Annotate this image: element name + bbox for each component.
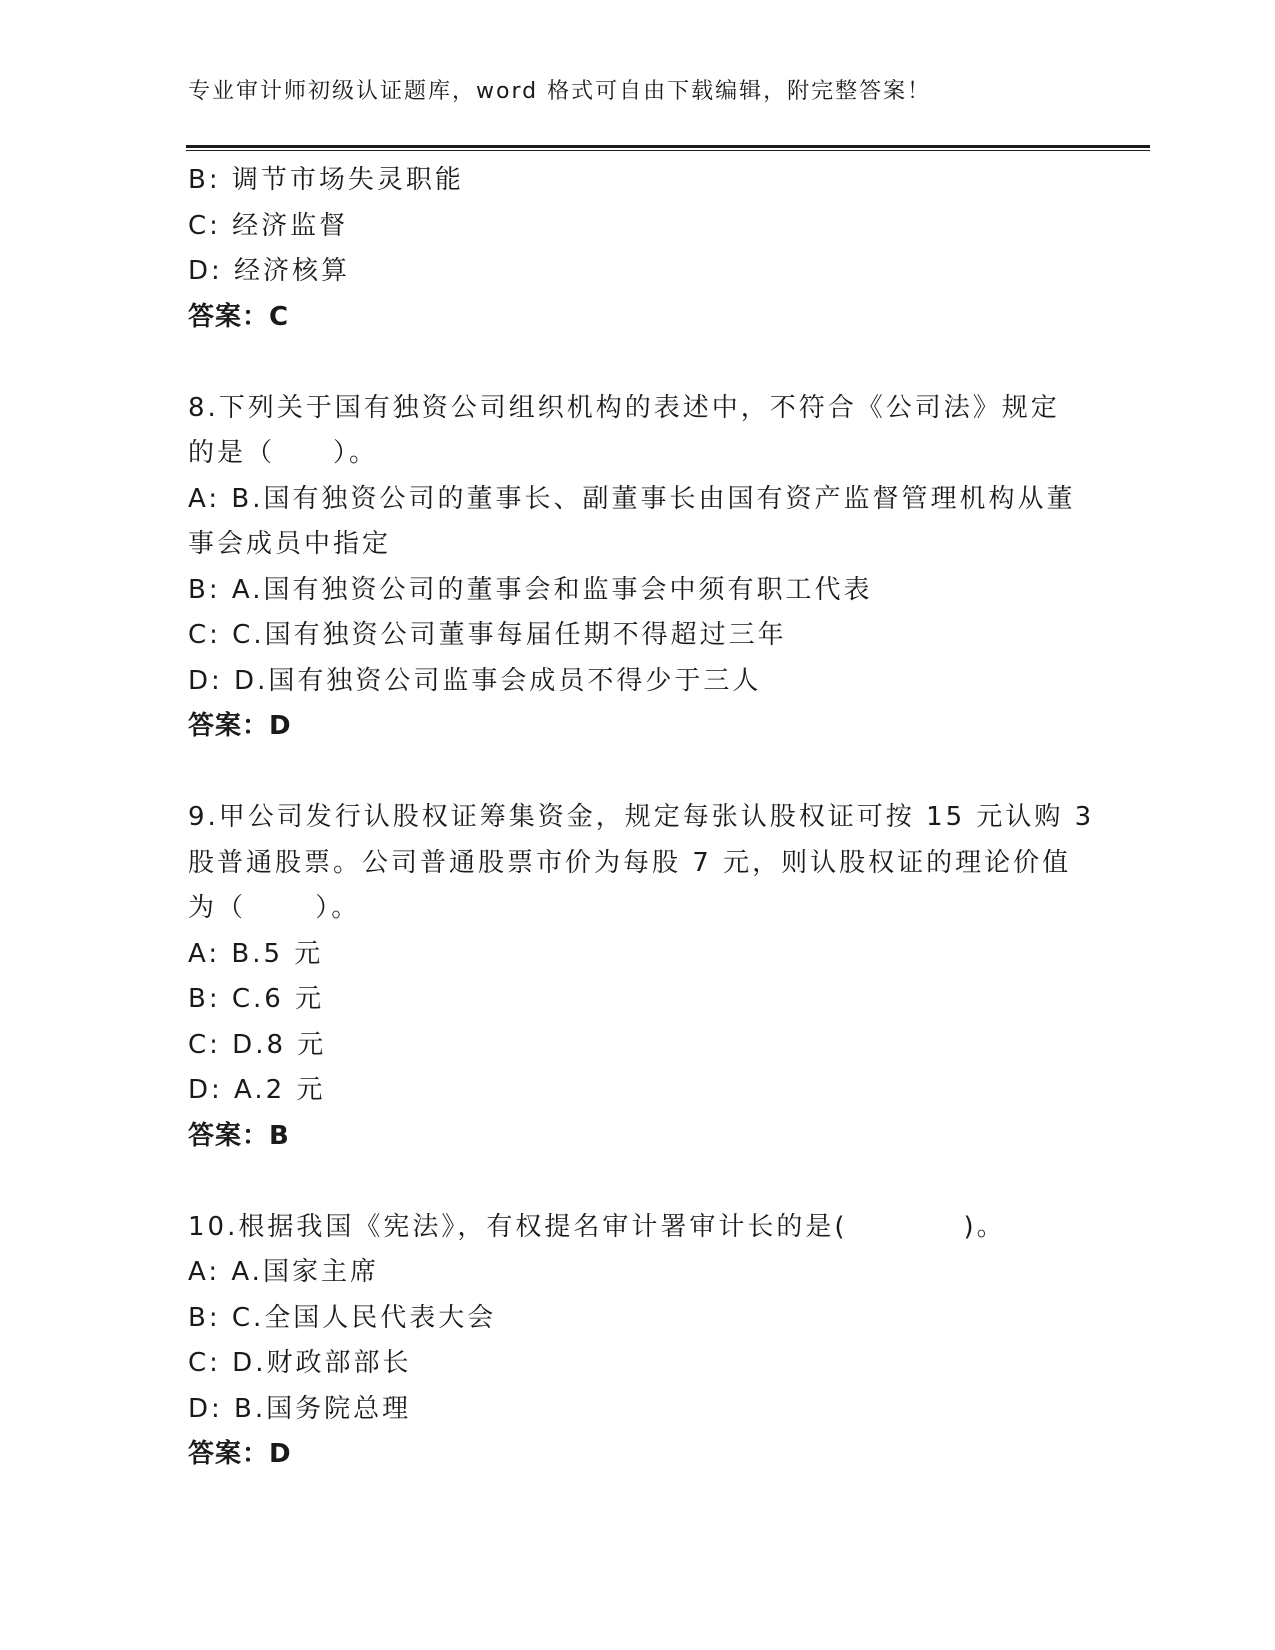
block-spacer: [188, 1159, 1078, 1205]
question-text: 的是（ ）。: [188, 438, 379, 468]
answer-line: 答案：B: [188, 1120, 290, 1151]
option-line: B: 调节市场失灵职能: [188, 165, 464, 195]
question-block: [188, 158, 1078, 340]
question-text: 股普通股票。公司普通股票市价为每股 7 元，则认股权证的理论价值: [188, 847, 1072, 878]
option-line: D: A.2 元: [188, 1075, 326, 1105]
option-line: A: B.国有独资公司的董事长、副董事长由国有资产监督管理机构从董: [188, 483, 1076, 514]
block-spacer: [188, 340, 1078, 386]
option-line: D: B.国务院总理: [188, 1393, 412, 1424]
option-line: 事会成员中指定: [188, 529, 392, 559]
question-block: [188, 386, 1078, 750]
option-line: C: D.财政部部长: [188, 1348, 412, 1378]
header-rule-thick: [186, 145, 1150, 148]
question-text: 8.下列关于国有独资公司组织机构的表述中，不符合《公司法》规定: [188, 392, 1060, 423]
header-rule-thin: [186, 150, 1150, 151]
option-line: C: 经济监督: [188, 210, 349, 241]
question-block: [188, 795, 1095, 1159]
option-line: C: D.8 元: [188, 1029, 327, 1060]
question-content: [188, 158, 1095, 1478]
option-line: D: D.国有独资公司监事会成员不得少于三人: [188, 665, 762, 696]
option-line: B: C.6 元: [188, 984, 325, 1014]
answer-line: 答案：C: [188, 301, 290, 332]
question-text: 为（ ）。: [188, 893, 361, 923]
question-text: 10.根据我国《宪法》，有权提名审计署审计长的是( )。: [188, 1211, 1006, 1242]
question-text: 9.甲公司发行认股权证筹集资金，规定每张认股权证可按 15 元认购 3: [188, 802, 1095, 832]
option-line: B: C.全国人民代表大会: [188, 1302, 497, 1333]
page-header: 专业审计师初级认证题库，word 格式可自由下载编辑，附完整答案！: [188, 79, 932, 104]
answer-line: 答案：D: [188, 1439, 292, 1469]
option-line: D: 经济核算: [188, 256, 351, 286]
option-line: A: B.5 元: [188, 938, 324, 969]
answer-line: 答案：D: [188, 711, 292, 741]
question-block: [188, 1205, 1078, 1478]
option-line: A: A.国家主席: [188, 1257, 379, 1287]
option-line: C: C.国有独资公司董事每届任期不得超过三年: [188, 620, 787, 650]
option-line: B: A.国有独资公司的董事会和监事会中须有职工代表: [188, 574, 873, 605]
block-spacer: [188, 750, 1078, 796]
